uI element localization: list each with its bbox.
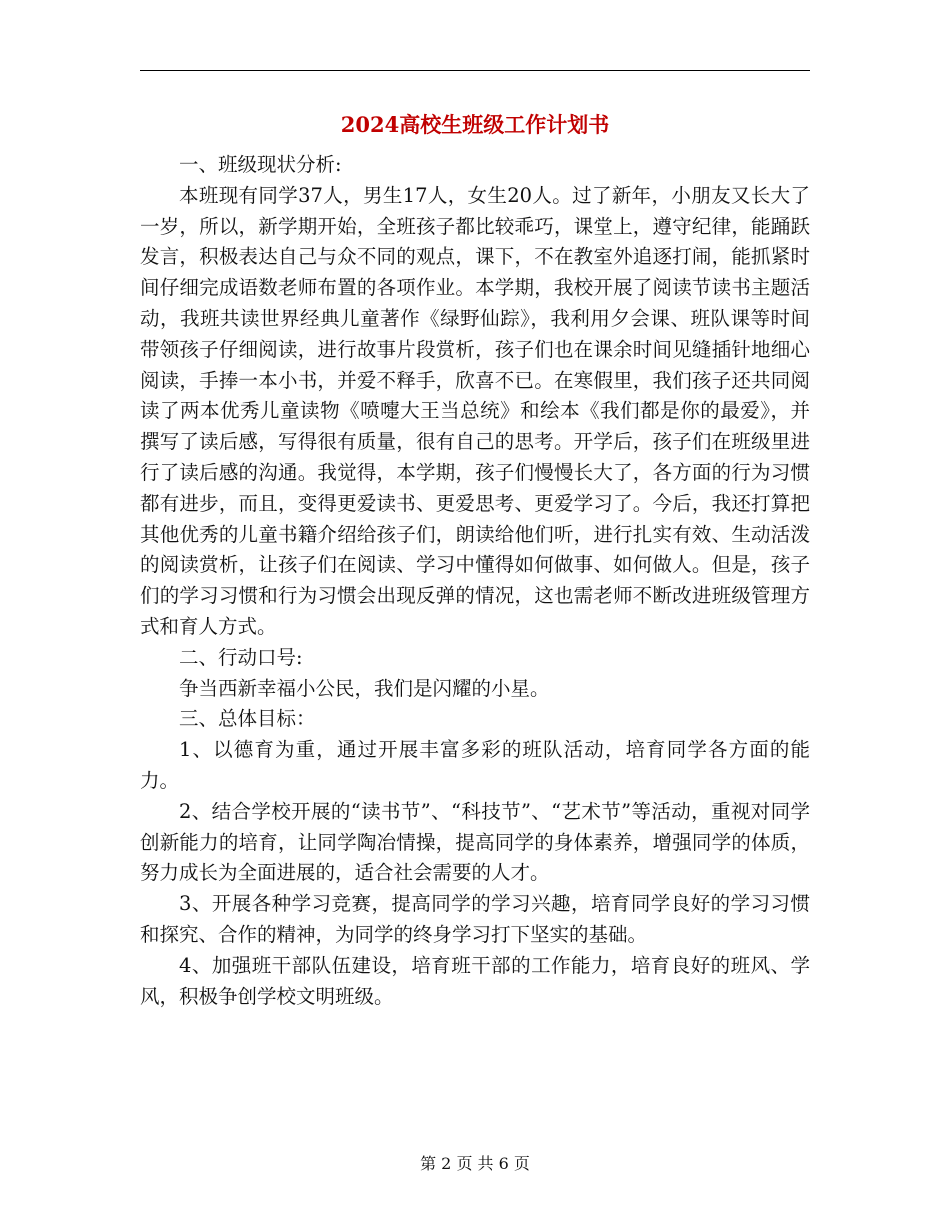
goal-item-3: 3、开展各种学习竞赛，提高同学的学习兴趣，培育同学良好的学习习惯和探究、合作的精神，为同学的终身学习打下坚实的基础。 [140, 892, 810, 946]
header-rule [140, 70, 810, 71]
goal-item-2: 2、结合学校开展的“读书节”、“科技节”、“艺术节”等活动，重视对同学创新能力的培育，让同学陶冶情操，提高同学的身体素养，增强同学的体质，努力成长为全面进展的，适合社会需要的人才。 [140, 799, 810, 885]
goal-item-4: 4、加强班干部队伍建设，培育班干部的工作能力，培育良好的班风、学风，积极争创学校文明班级。 [140, 953, 810, 1008]
goal-item-1: 1、以德育为重，通过开展丰富多彩的班队活动，培育同学各方面的能力。 [140, 738, 810, 792]
slogan-paragraph: 争当西新幸福小公民，我们是闪耀的小星。 [179, 676, 550, 700]
section-heading-goals: 三、总体目标： [179, 707, 316, 731]
document-title: 2024高校生班级工作计划书 [340, 112, 610, 137]
section-heading-slogan: 二、行动口号: [179, 645, 303, 669]
document-body [140, 150, 810, 1012]
section-heading-status: 一、班级现状分析: [179, 153, 342, 176]
status-paragraph: 本班现有同学37人，男生17人，女生20人。过了新年，小朋友又长大了一岁，所以，新学期开始，全班孩子都比较乖巧，课堂上，遵守纪律，能踊跃发言，积极表达自己与众不同的观点，课下，不在教室外追逐打闹，能抓紧时间仔细完成语数老师布置的各项作业。本学期，我校开展了阅读节读书主题活动，我班共读世界经典儿童著作《绿野仙踪》，我利用夕会课、班队课等时间带领孩子仔细阅读，进行故事片段赏析，孩子们也在课余时间见缝插针地细心阅读，手捧一本小书，并爱不释手，欣喜不已。在寒假里，我们孩子还共同阅读了两本优秀儿童读物《喷嚏大王当总统》和绘本《我们都是你的最爱》，并撰写了读后感，写得很有质量，很有自己的思考。开学后，孩子们在班级里进行了读后感的沟通。我觉得，本学期，孩子们慢慢长大了，各方面的行为习惯都有进步，而且，变得更爱读书、更爱思考、更爱学习了。今后，我还打算把其他优秀的儿童书籍介绍给孩子们，朗读给他们听，进行扎实有效、生动活泼的阅读赏析，让孩子们在阅读、学习中懂得如何做事、如何做人。但是，孩子们的学习习惯和行为习惯会出现反弹的情况，这也需老师不断改进班级管理方式和育人方式。 [140, 183, 810, 638]
page-number: 第 2 页 共 6 页 [420, 1154, 530, 1173]
